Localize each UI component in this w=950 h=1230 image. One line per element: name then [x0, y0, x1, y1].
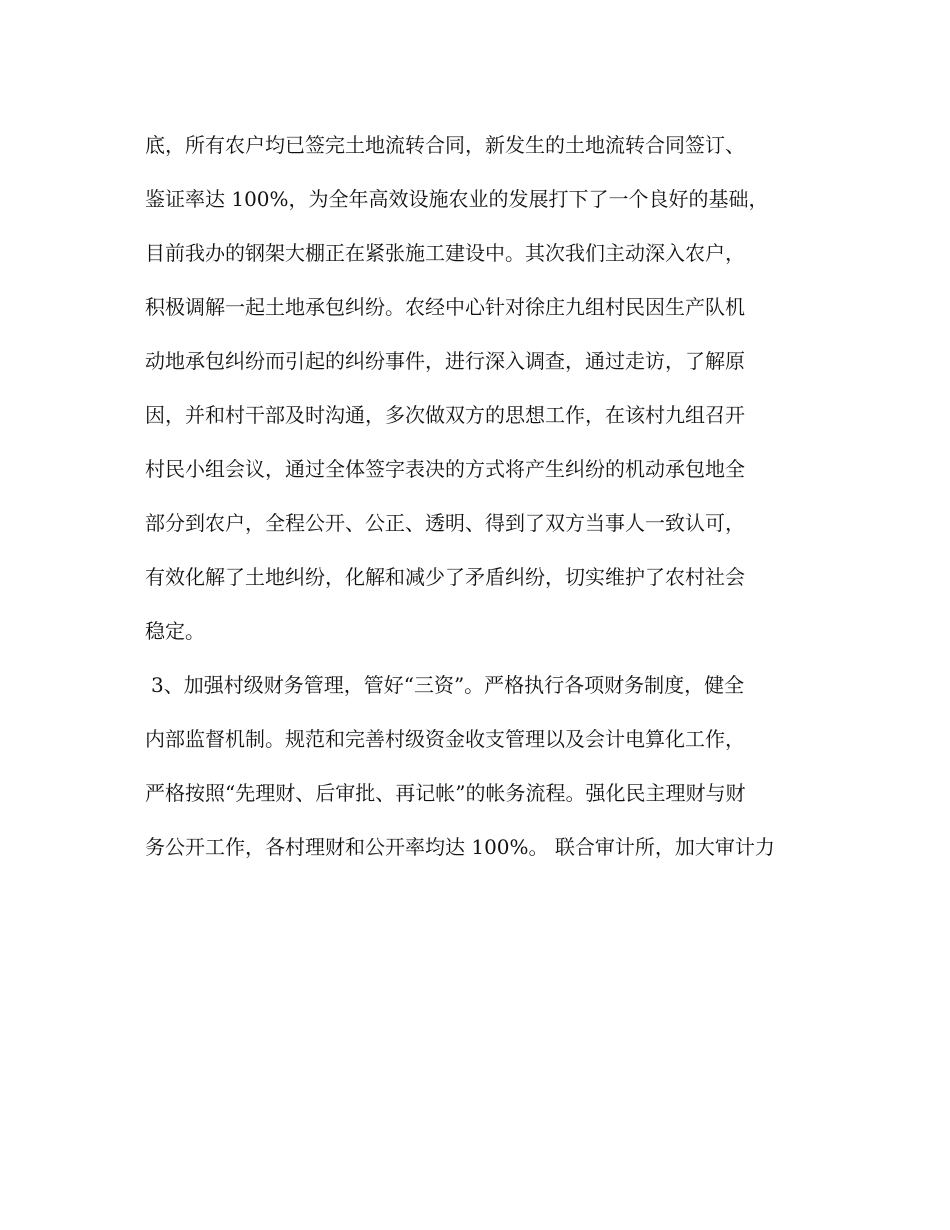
text-line: 鉴证率达 100%，为全年高效设施农业的发展打下了一个良好的基础， — [145, 187, 769, 211]
text-line: 有效化解了土地纠纷，化解和减少了矛盾纠纷，切实维护了农村社会 — [145, 565, 745, 589]
text-line: 底，所有农户均已签完土地流转合同，新发生的土地流转合同签订、 — [145, 133, 745, 157]
text-line: 务公开工作，各村理财和公开率均达 100%。 联合审计所，加大审计力 — [145, 835, 775, 859]
text-line: 目前我办的钢架大棚正在紧张施工建设中。其次我们主动深入农户， — [145, 241, 745, 265]
body-text — [145, 118, 815, 874]
text-line: 部分到农户，全程公开、公正、透明、得到了双方当事人一致认可， — [145, 511, 745, 535]
text-line: 村民小组会议，通过全体签字表决的方式将产生纠纷的机动承包地全 — [145, 457, 745, 481]
text-line: 积极调解一起土地承包纠纷。农经中心针对徐庄九组村民因生产队机 — [145, 295, 745, 319]
text-line: 动地承包纠纷而引起的纠纷事件，进行深入调查，通过走访，了解原 — [145, 349, 745, 373]
section-heading-line: 3、加强村级财务管理，管好“三资”。严格执行各项财务制度，健全 — [151, 673, 745, 697]
text-line: 稳定。 — [145, 619, 205, 643]
text-line: 内部监督机制。规范和完善村级资金收支管理以及会计电算化工作， — [145, 727, 745, 751]
text-line: 因，并和村干部及时沟通，多次做双方的思想工作，在该村九组召开 — [145, 403, 745, 427]
text-line: 严格按照“先理财、后审批、再记帐”的帐务流程。强化民主理财与财 — [145, 781, 746, 805]
